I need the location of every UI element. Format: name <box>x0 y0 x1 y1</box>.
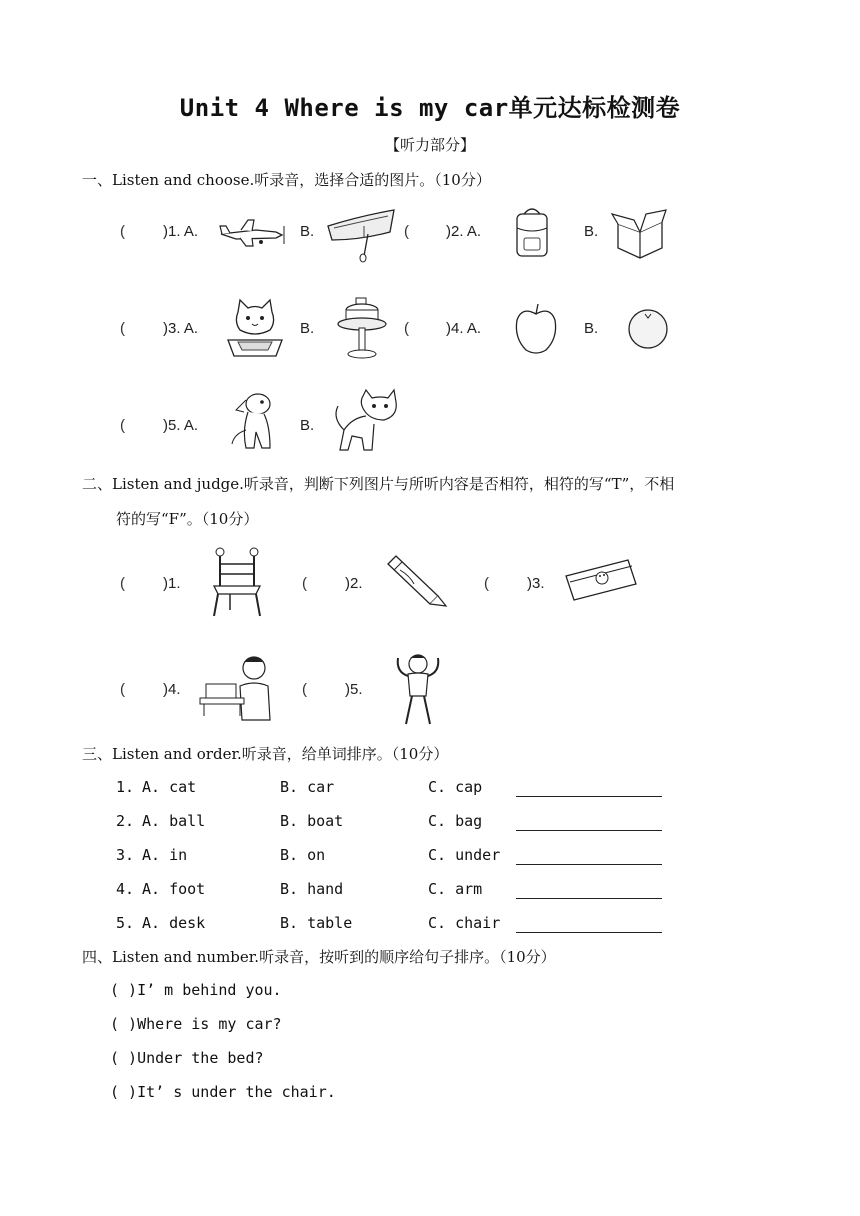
answer-blank[interactable] <box>516 795 662 797</box>
sentence-item: ( )It’ s under the chair. <box>110 1083 336 1101</box>
judge3-number: )3. <box>527 575 545 592</box>
schoolbag-icon <box>512 204 552 260</box>
q4-number: )4. A. <box>446 320 482 337</box>
strong-man-icon <box>392 650 444 726</box>
order-option-c: C. chair <box>428 914 501 932</box>
paren-open: ( <box>302 681 307 698</box>
chair-icon <box>208 546 264 618</box>
cat-in-box-icon <box>226 296 284 358</box>
answer-blank[interactable] <box>516 829 662 831</box>
paren-open: ( <box>120 223 125 240</box>
section4-heading: 四、Listen and number.听录音，按听到的顺序给句子排序。（10分） <box>82 948 556 966</box>
order-option-b: B. on <box>280 846 326 864</box>
q3-number: )3. A. <box>163 320 199 337</box>
order-option-b: B. table <box>280 914 353 932</box>
order-option-b: B. boat <box>280 812 344 830</box>
order-row-number: 1. <box>116 778 135 796</box>
q2-number: )2. A. <box>446 223 482 240</box>
paren-open: ( <box>302 575 307 592</box>
order-option-c: C. bag <box>428 812 483 830</box>
judge2-number: )2. <box>345 575 363 592</box>
orange-icon <box>626 306 670 350</box>
sentence-item: ( )Where is my car? <box>110 1015 282 1033</box>
paren-open: ( <box>120 320 125 337</box>
order-row-number: 3. <box>116 846 135 864</box>
q1-number: )1. A. <box>163 223 199 240</box>
answer-blank[interactable] <box>516 897 662 899</box>
paren-open: ( <box>484 575 489 592</box>
order-option-a: A. desk <box>142 914 206 932</box>
order-option-a: A. ball <box>142 812 206 830</box>
paren-open: ( <box>120 575 125 592</box>
cake-icon <box>334 296 390 360</box>
answer-blank[interactable] <box>516 931 662 933</box>
order-row-number: 2. <box>116 812 135 830</box>
paren-open: ( <box>120 681 125 698</box>
order-option-c: C. under <box>428 846 501 864</box>
order-option-b: B. car <box>280 778 335 796</box>
sentence-item: ( )I’ m behind you. <box>110 981 282 999</box>
judge1-number: )1. <box>163 575 181 592</box>
order-option-a: A. cat <box>142 778 197 796</box>
judge4-number: )4. <box>163 681 181 698</box>
q2-option-b: B. <box>584 223 599 240</box>
q3-option-b: B. <box>300 320 315 337</box>
paren-open: ( <box>404 223 409 240</box>
paren-open: ( <box>120 417 125 434</box>
q5-option-b: B. <box>300 417 315 434</box>
dog-icon <box>226 390 284 454</box>
box-icon <box>610 204 668 260</box>
pencil-box-icon <box>562 556 640 604</box>
order-option-c: C. arm <box>428 880 483 898</box>
crayon-icon <box>384 552 448 608</box>
paren-open: ( <box>404 320 409 337</box>
order-option-a: A. foot <box>142 880 206 898</box>
sentence-item: ( )Under the bed? <box>110 1049 264 1067</box>
judge5-number: )5. <box>345 681 363 698</box>
order-option-b: B. hand <box>280 880 344 898</box>
q1-option-b: B. <box>300 223 315 240</box>
order-option-c: C. cap <box>428 778 483 796</box>
section3-heading: 三、Listen and order.听录音，给单词排序。（10分） <box>82 745 449 763</box>
subtitle: 【听力部分】 <box>384 136 475 154</box>
section2-heading-line2: 符的写“F”。（10分） <box>116 510 259 528</box>
order-option-a: A. in <box>142 846 188 864</box>
apple-icon <box>512 302 560 356</box>
q5-number: )5. A. <box>163 417 199 434</box>
cat-icon <box>328 388 400 456</box>
answer-blank[interactable] <box>516 863 662 865</box>
order-row-number: 4. <box>116 880 135 898</box>
section1-heading: 一、Listen and choose.听录音，选择合适的图片。（10分） <box>82 171 491 189</box>
section2-heading-line1: 二、Listen and judge.听录音，判断下列图片与所听内容是否相符，相符的写“T”，不相 <box>82 475 675 493</box>
man-at-desk-icon <box>196 652 276 722</box>
order-row-number: 5. <box>116 914 135 932</box>
q4-option-b: B. <box>584 320 599 337</box>
airplane-icon <box>216 216 286 248</box>
boat-icon <box>324 206 396 262</box>
page-title: Unit 4 Where is my car单元达标检测卷 <box>179 94 681 122</box>
